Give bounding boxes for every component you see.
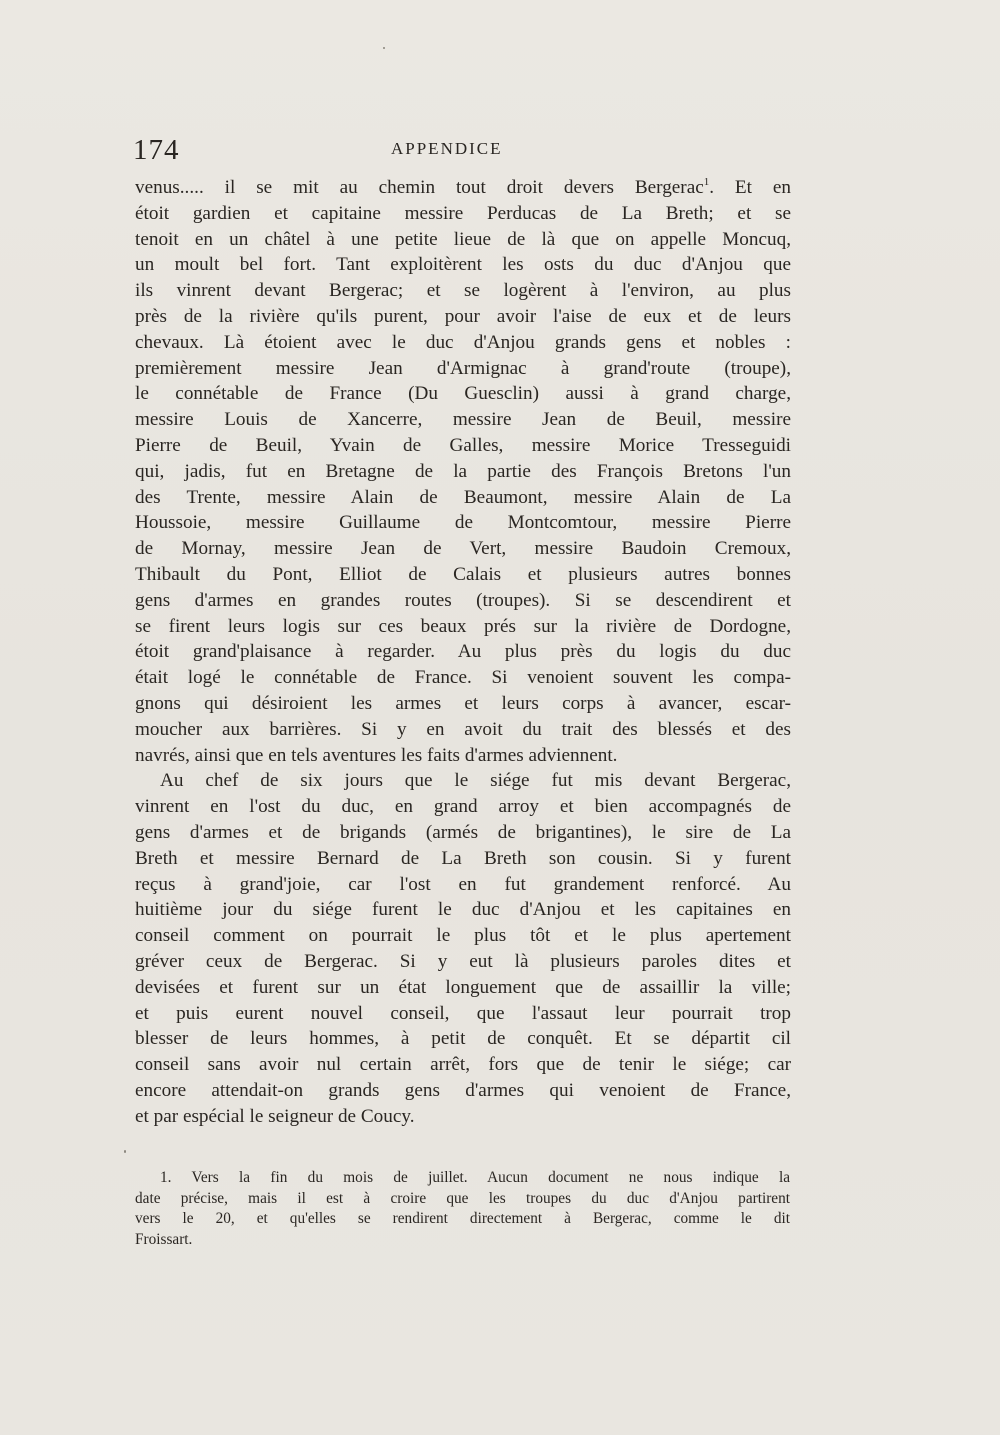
text-line: navrés, ainsi que en tels aventures les faits d'armes adviennent. [135, 744, 618, 766]
footnote-line: date précise, mais il est à croire que les troupes du duc d'Anjou partirent [135, 1189, 790, 1207]
text-line: Houssoie, messire Guillaume de Montcomtour, messire Pierre [135, 512, 791, 534]
text-line: conseil sans avoir nul certain arrêt, fors que de tenir le siége; car [135, 1054, 791, 1076]
text-line: venus..... il se mit au chemin tout droit devers Bergerac$^1$. Et en [135, 176, 791, 198]
text-line: tenoit en un châtel à une petite lieue de là que on appelle Moncuq, [135, 228, 791, 250]
text-line: des Trente, messire Alain de Beaumont, messire Alain de La [135, 486, 791, 508]
body-text [135, 175, 791, 1129]
text-line: Thibault du Pont, Elliot de Calais et plusieurs autres bonnes [135, 563, 791, 585]
footnote-line: Froissart. [135, 1230, 193, 1248]
text-line: devisées et furent sur un état longuement que de assaillir la ville; [135, 976, 791, 998]
text-line: Breth et messire Bernard de La Breth son cousin. Si y furent [135, 847, 791, 869]
footnote [135, 1168, 790, 1250]
text-line: encore attendait-on grands gens d'armes qui venoient de France, [135, 1079, 791, 1101]
footnote-line: 1. Vers la fin du mois de juillet. Aucun document ne nous indique la [160, 1169, 790, 1186]
running-head: APPENDICE [391, 139, 503, 158]
text-line: Au chef de six jours que le siége fut mis devant Bergerac, [160, 770, 791, 792]
text-line: conseil comment on pourrait le plus tôt et le plus apertement [135, 925, 791, 947]
text-line: Pierre de Beuil, Yvain de Galles, messire Morice Tresseguidi [135, 434, 791, 456]
text-line: de Mornay, messire Jean de Vert, messire Baudoin Cremoux, [135, 538, 791, 560]
text-line: reçus à grand'joie, car l'ost en fut grandement renforcé. Au [135, 873, 791, 895]
text-line: qui, jadis, fut en Bretagne de la partie des François Bretons l'un [135, 460, 791, 482]
text-line: moucher aux barrières. Si y en avoit du trait des blessés et des [135, 718, 791, 740]
text-line: ils vinrent devant Bergerac; et se logèrent à l'environ, au plus [135, 280, 791, 302]
footnote-line: vers le 20, et qu'elles se rendirent directement à Bergerac, comme le dit [135, 1210, 790, 1227]
paper-speck [124, 1150, 126, 1153]
text-line: gréver ceux de Bergerac. Si y eut là plusieurs paroles dites et [135, 950, 791, 972]
text-line: était logé le connétable de France. Si venoient souvent les compa- [135, 667, 791, 689]
paper-speck [383, 47, 385, 49]
page-number: 174 [133, 134, 180, 166]
footnote-reference[interactable]: 1 [703, 176, 710, 188]
text-line: se firent leurs logis sur ces beaux prés sur la rivière de Dordogne, [135, 615, 791, 637]
text-line: vinrent en l'ost du duc, en grand arroy et bien accompagnés de [135, 796, 791, 818]
text-line: étoit grand'plaisance à regarder. Au plus près du logis du duc [135, 641, 791, 663]
text-line: messire Louis de Xancerre, messire Jean de Beuil, messire [135, 409, 791, 431]
text-line: gens d'armes en grandes routes (troupes). Si se descendirent et [135, 589, 791, 611]
text-line: étoit gardien et capitaine messire Perducas de La Breth; et se [135, 202, 791, 224]
text-line: gens d'armes et de brigands (armés de brigantines), le sire de La [135, 821, 791, 843]
text-line: et par espécial le seigneur de Coucy. [135, 1105, 415, 1127]
text-line: blesser de leurs hommes, à petit de conquêt. Et se départit cil [135, 1028, 791, 1050]
text-line: huitième jour du siége furent le duc d'Anjou et les capitaines en [135, 899, 791, 921]
text-line: gnons qui désiroient les armes et leurs corps à avancer, escar- [135, 692, 791, 714]
text-line: un moult bel fort. Tant exploitèrent les osts du duc d'Anjou que [135, 254, 791, 276]
text-line: le connétable de France (Du Guesclin) aussi à grand charge, [135, 383, 791, 405]
text-line: près de la rivière qu'ils purent, pour avoir l'aise de eux et de leurs [135, 305, 791, 327]
text-line: premièrement messire Jean d'Armignac à grand'route (troupe), [135, 357, 791, 379]
text-line: et puis eurent nouvel conseil, que l'assaut leur pourrait trop [135, 1002, 791, 1024]
text-line: chevaux. Là étoient avec le duc d'Anjou grands gens et nobles : [135, 331, 791, 353]
page-header [133, 133, 793, 167]
